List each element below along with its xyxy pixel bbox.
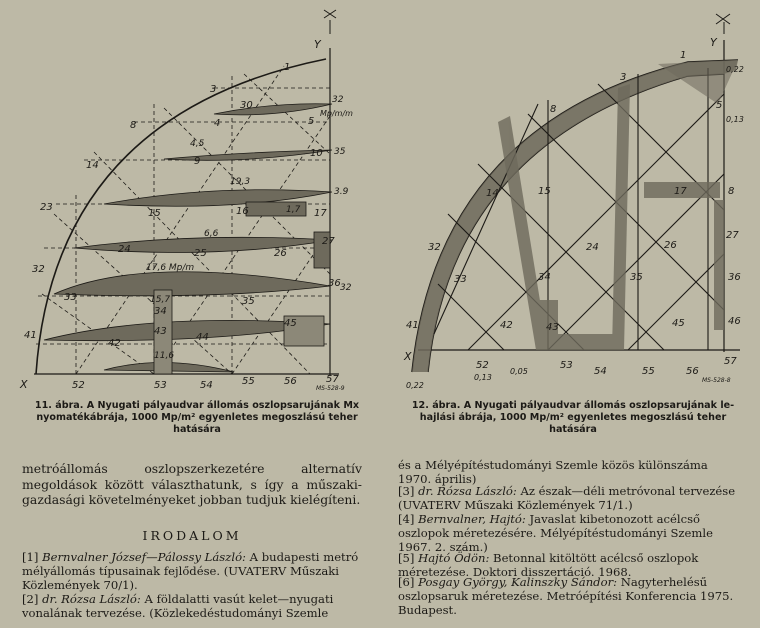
node-label: 42 (500, 320, 513, 331)
node-label: 24 (586, 242, 599, 253)
node-label: 43 (154, 326, 167, 337)
node-label: 36 (328, 278, 341, 289)
node-label: 35 (334, 147, 346, 157)
node-label: 43 (546, 322, 559, 333)
node-label: 44 (196, 332, 209, 343)
caption-line: hajlási ábrája, 1000 Mp/m² egyenletes megoszlású teher (419, 412, 727, 423)
reference-number: [4] (398, 512, 415, 526)
value-label: 4,5 (190, 139, 205, 149)
reference-number: [6] (398, 575, 415, 589)
reference-number: [2] (22, 592, 39, 606)
moment-areas (44, 104, 332, 374)
node-label: 8 (550, 104, 557, 115)
node-label: 53 (560, 360, 573, 371)
reference-2-continued: és a Mélyépítéstudományi Szemle közös különszáma 1970. április) (398, 458, 708, 486)
reference-author: Posgay György, Kalinszky Sándor: (418, 575, 618, 589)
reference-author: dr. Rózsa László: (42, 592, 141, 606)
value-label: 19,3 (230, 177, 251, 187)
value-label: 11,6 (154, 351, 175, 361)
node-label: 26 (274, 248, 287, 259)
node-label: 41 (24, 330, 37, 341)
reference-number: [5] (398, 551, 415, 565)
node-label: 15 (148, 208, 161, 219)
node-label: 54 (594, 366, 607, 377)
node-label: 5 (716, 100, 723, 111)
reference-text: Az észak—déli metróvonal tervezése (UVATERV Műszaki Közlemények 71/1.) (398, 484, 736, 512)
node-label: 35 (242, 296, 255, 307)
caption-line: nyomatékábrája, 1000 Mp/m² egyenletes megoszlású teher (36, 412, 358, 423)
node-label: 16 (236, 206, 249, 217)
x-axis-label: X (20, 378, 28, 391)
node-label: 10 (310, 148, 323, 159)
node-label: 17 (674, 186, 687, 197)
node-label: 53 (154, 380, 167, 391)
node-label: 41 (406, 320, 419, 331)
figure-11-caption (22, 400, 372, 436)
figure-12-drawing (398, 4, 750, 392)
arch-band (412, 60, 738, 372)
node-label: 1 (284, 62, 291, 73)
node-label: 57 (724, 356, 737, 367)
node-label: 14 (486, 188, 499, 199)
figure-12-caption (398, 400, 748, 436)
node-label: 26 (664, 240, 677, 251)
value-label: 0,22 (726, 65, 744, 74)
reference-2 (22, 592, 366, 620)
value-label: 0,22 (406, 381, 424, 390)
node-label: 32 (340, 283, 352, 293)
node-label: 45 (284, 318, 297, 329)
caption-line: 12. ábra. A Nyugati pályaudvar állomás oszlopsarujának le- (411, 400, 735, 411)
reference-1 (22, 550, 366, 592)
node-label: 52 (72, 380, 85, 391)
reference-text: A budapesti metró mélyállomás típusainak fejlődése. (UVATERV Műszaki Közlemények 70/1). (22, 550, 359, 592)
value-label: 0,13 (474, 373, 492, 382)
node-label: 27 (322, 236, 335, 247)
y-axis-label: Y (314, 38, 321, 51)
node-label: 1 (680, 50, 687, 61)
node-label: 34 (538, 272, 551, 283)
deflection-areas (498, 60, 738, 350)
figure-stamp: MS-528-8 (702, 377, 731, 384)
node-label: 56 (686, 366, 699, 377)
node-label: 17 (314, 208, 327, 219)
figure-12-deflection-diagram (398, 4, 750, 392)
reference-number: [1] (22, 550, 39, 564)
value-label: 6,6 (204, 229, 219, 239)
node-label: 55 (242, 376, 255, 387)
node-label: 35 (630, 272, 643, 283)
node-label: 36 (728, 272, 741, 283)
reference-author: dr. Rózsa László: (418, 484, 517, 498)
value-label: 0,13 (726, 115, 744, 124)
node-label: 54 (200, 380, 213, 391)
section-heading-irodalom: IRODALOM (142, 528, 242, 543)
reference-4 (398, 512, 740, 554)
node-label: 14 (86, 160, 99, 171)
node-label: 45 (672, 318, 685, 329)
node-label: 32 (428, 242, 441, 253)
node-label: 55 (642, 366, 655, 377)
reference-author: Bernvalner, Hajtó: (418, 512, 526, 526)
value-label: 17,6 Mp/m (146, 263, 195, 273)
figure-11-drawing (14, 4, 366, 396)
node-label: 33 (454, 274, 467, 285)
reference-text: Betonnal kitöltött acélcső oszlopok méretezése. Doktori disszertáció. 1968. (398, 551, 699, 579)
node-label: 3 (620, 72, 627, 83)
node-label: 32 (32, 264, 45, 275)
node-label: 23 (40, 202, 53, 213)
reference-3 (398, 484, 740, 512)
node-label: 57 (326, 374, 339, 385)
node-label: 52 (476, 360, 489, 371)
caption-line: hatására (173, 424, 221, 435)
node-label: 42 (108, 338, 121, 349)
node-label: 9 (194, 156, 201, 167)
node-label: 24 (118, 244, 131, 255)
node-label: 56 (284, 376, 297, 387)
node-label: 30 (240, 100, 253, 111)
reference-text: A földalatti vasút kelet—nyugati vonalának tervezése. (Közlekedéstudományi Szemle (22, 592, 334, 620)
node-label: 34 (154, 306, 167, 317)
reference-author: Hajtó Ödön: (418, 551, 490, 565)
value-label: 0,05 (510, 367, 528, 376)
node-label: 8 (130, 120, 137, 131)
reference-text: Javaslat kibetonozott acélcső oszlopok méretezésére. Mélyépítéstudományi Szemle 1967. 2. szám.) (398, 512, 713, 554)
figure-stamp: MS-528-9 (316, 385, 345, 392)
intro-paragraph: metróállomás oszlopszerkezetére alternatív megoldások között választhatunk, s így a műszaki-gazdasági követelményeket jobban tudjuk kielégíteni. (22, 461, 362, 507)
node-label: 8 (728, 186, 735, 197)
node-label: 3 (210, 84, 217, 95)
unit-label: Mp/m/m (320, 109, 353, 118)
value-label: 15,7 (150, 295, 171, 305)
figure-11-moment-diagram (14, 4, 366, 396)
node-label: 33 (64, 292, 77, 303)
node-label: 4 (214, 118, 221, 129)
caption-line: 11. ábra. A Nyugati pályaudvar állomás oszlopsarujának Mx (34, 400, 360, 411)
reference-number: [3] (398, 484, 415, 498)
node-label: 46 (728, 316, 741, 327)
reference-6 (398, 575, 740, 617)
node-label: 3.9 (334, 187, 349, 197)
node-label: 25 (194, 248, 207, 259)
reference-text: Nagyterhelésű oszlopsaruk méretezése. Metróépítési Konferencia 1975. Budapest. (398, 575, 734, 617)
node-label: 27 (726, 230, 739, 241)
x-axis-label: X (404, 350, 412, 363)
node-label: 1,7 (286, 205, 301, 215)
node-label: 5 (308, 116, 315, 127)
y-axis-label: Y (710, 36, 717, 49)
caption-line: hatására (549, 424, 597, 435)
reference-author: Bernvalner József—Pálossy László: (42, 550, 246, 564)
node-label: 15 (538, 186, 551, 197)
node-label: 32 (332, 95, 344, 105)
